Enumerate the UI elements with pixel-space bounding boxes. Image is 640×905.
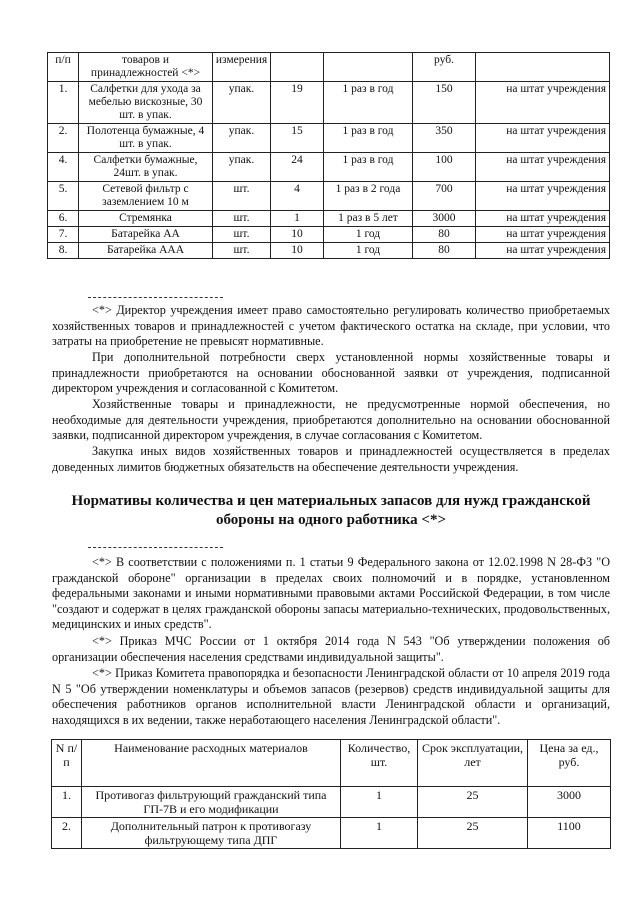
- table-row: [48, 153, 610, 182]
- cell-number: 4.: [48, 153, 79, 182]
- cell-period: 1 год: [324, 243, 413, 259]
- cell-period: 1 раз в год: [324, 82, 413, 124]
- cell-note: на штат учреждения: [476, 211, 610, 227]
- cell-quantity: 19: [271, 82, 324, 124]
- header-cell: [476, 53, 610, 82]
- cell-number: 1.: [48, 82, 79, 124]
- cell-note: на штат учреждения: [476, 243, 610, 259]
- table-row: [48, 82, 610, 124]
- footnote-federal-law: <*> В соответствии с положениями п. 1 статьи 9 Федерального закона от 12.02.1998 N 28-ФЗ "О гражданской обороне" организации в пределах своих полномочий и в порядке, установленном федеральными законами и иными нормативными правовыми актами Российской Федерации, в том числе "создают и содержат в целях гражданской обороны запасы материально-технических, продовольственных, медицинских и иных средств".: [52, 555, 610, 631]
- header-cell: Количество, шт.: [341, 740, 418, 787]
- header-cell: [271, 53, 324, 82]
- cell-period: 1 год: [324, 227, 413, 243]
- footnote-director: <*> Директор учреждения имеет право самостоятельно регулировать количество приобретаемых хозяйственных товаров и принадлежностей с учетом фактического остатка на складе, при условии, что затраты на приобретение не превысят нормативные.: [52, 303, 610, 348]
- cell-note: на штат учреждения: [476, 227, 610, 243]
- cell-name: Батарейка ААА: [79, 243, 213, 259]
- cell-unit: шт.: [213, 211, 271, 227]
- cell-price: 80: [413, 227, 476, 243]
- cell-name: Дополнительный патрон к противогазу фильтрующему типа ДПГ: [82, 818, 341, 849]
- cell-period: 1 раз в год: [324, 124, 413, 153]
- header-cell: Наименование расходных материалов: [82, 740, 341, 787]
- cell-quantity: 1: [271, 211, 324, 227]
- header-cell: N п/п: [52, 740, 82, 787]
- cell-period: 25: [418, 818, 528, 849]
- cell-number: 2.: [52, 818, 82, 849]
- cell-name: Противогаз фильтрующий гражданский типа ГП-7В и его модификации: [82, 787, 341, 818]
- table-row: [48, 211, 610, 227]
- paragraph-additional-need: При дополнительной потребности сверх установленной нормы хозяйственные товары и принадлежности приобретаются на основании обоснованной заявки от учреждения, подписанной директором учреждения и согласованной с Комитетом.: [52, 350, 610, 395]
- cell-price: 3000: [528, 787, 611, 818]
- cell-quantity: 4: [271, 182, 324, 211]
- cell-period: 1 раз в 5 лет: [324, 211, 413, 227]
- header-cell: п/п: [48, 53, 79, 82]
- cell-unit: шт.: [213, 243, 271, 259]
- cell-quantity: 24: [271, 153, 324, 182]
- table-row: [52, 818, 611, 849]
- cell-quantity: 10: [271, 227, 324, 243]
- header-cell: Цена за ед., руб.: [528, 740, 611, 787]
- cell-price: 80: [413, 243, 476, 259]
- cell-name: Салфетки для ухода за мебелью вискозные, 30 шт. в упак.: [79, 82, 213, 124]
- table-header-row: [48, 53, 610, 82]
- cell-number: 2.: [48, 124, 79, 153]
- cell-period: 1 раз в 2 года: [324, 182, 413, 211]
- cell-note: на штат учреждения: [476, 153, 610, 182]
- cell-note: на штат учреждения: [476, 182, 610, 211]
- header-cell: [324, 53, 413, 82]
- cell-unit: шт.: [213, 227, 271, 243]
- cell-number: 6.: [48, 211, 79, 227]
- table-row: [48, 227, 610, 243]
- footnote-committee-order: <*> Приказ Комитета правопорядка и безопасности Ленинградской области от 10 апреля 2019 года N 5 "Об утверждении номенклатуры и объемов запасов (резервов) средств индивидуальной защиты для обеспечения работников органов исполнительной власти Ленинградской области и организаций, находящихся в их ведении, также неработающего населения Ленинградской области".: [52, 666, 610, 727]
- header-cell: товаров и принадлежностей <*>: [79, 53, 213, 82]
- cell-price: 350: [413, 124, 476, 153]
- cell-price: 3000: [413, 211, 476, 227]
- cell-number: 8.: [48, 243, 79, 259]
- cell-quantity: 1: [341, 787, 418, 818]
- header-cell: измерения: [213, 53, 271, 82]
- civil-defense-table: [51, 739, 611, 849]
- table-header-row: [52, 740, 611, 787]
- cell-number: 5.: [48, 182, 79, 211]
- cell-quantity: 15: [271, 124, 324, 153]
- section-title: Нормативы количества и цен материальных запасов для нужд гражданской обороны на одного работника <*>: [71, 493, 591, 528]
- cell-name: Сетевой фильтр с заземлением 10 м: [79, 182, 213, 211]
- cell-price: 100: [413, 153, 476, 182]
- table-row: [48, 243, 610, 259]
- cell-name: Салфетки бумажные, 24шт. в упак.: [79, 153, 213, 182]
- household-goods-table: [47, 52, 610, 259]
- table-row: [48, 124, 610, 153]
- cell-price: 1100: [528, 818, 611, 849]
- cell-unit: шт.: [213, 182, 271, 211]
- paragraph-procurement: Закупка иных видов хозяйственных товаров и принадлежностей осуществляется в пределах доведенных лимитов бюджетных обязательств на обеспечение деятельности учреждения.: [52, 444, 610, 474]
- table-row: [48, 182, 610, 211]
- cell-price: 700: [413, 182, 476, 211]
- cell-quantity: 1: [341, 818, 418, 849]
- cell-name: Батарейка АА: [79, 227, 213, 243]
- footnote-divider: [88, 547, 223, 548]
- cell-period: 1 раз в год: [324, 153, 413, 182]
- cell-period: 25: [418, 787, 528, 818]
- cell-note: на штат учреждения: [476, 82, 610, 124]
- cell-unit: упак.: [213, 124, 271, 153]
- cell-number: 1.: [52, 787, 82, 818]
- cell-unit: упак.: [213, 153, 271, 182]
- cell-quantity: 10: [271, 243, 324, 259]
- footnote-mchs-order: <*> Приказ МЧС России от 1 октября 2014 года N 543 "Об утверждении положения об организации обеспечения населения средствами индивидуальной защиты".: [52, 634, 610, 664]
- header-cell: Срок эксплуатации, лет: [418, 740, 528, 787]
- paragraph-unlisted-goods: Хозяйственные товары и принадлежности, не предусмотренные нормой обеспечения, но необходимые для деятельности учреждения, приобретаются дополнительно на основании обоснованной заявки, подписанной директором учреждения, в случае согласования с Комитетом.: [52, 397, 610, 442]
- footnote-divider: [88, 297, 223, 298]
- cell-name: Стремянка: [79, 211, 213, 227]
- cell-name: Полотенца бумажные, 4 шт. в упак.: [79, 124, 213, 153]
- header-cell: руб.: [413, 53, 476, 82]
- table-row: [52, 787, 611, 818]
- cell-unit: упак.: [213, 82, 271, 124]
- cell-note: на штат учреждения: [476, 124, 610, 153]
- cell-number: 7.: [48, 227, 79, 243]
- cell-price: 150: [413, 82, 476, 124]
